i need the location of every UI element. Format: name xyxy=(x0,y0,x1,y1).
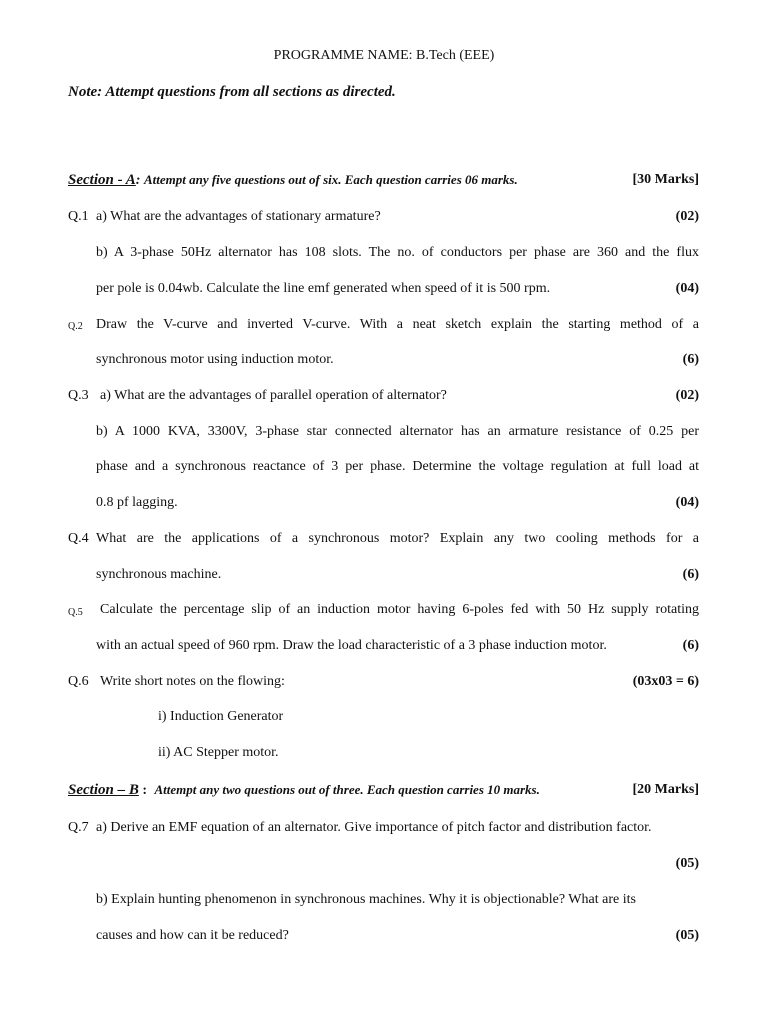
section-a-title: Section - A xyxy=(68,172,136,188)
q4-marks: (6) xyxy=(682,567,699,582)
q7b-line2: causes and how can it be reduced? xyxy=(96,928,289,943)
section-a-instruction: Attempt any five questions out of six. Each question carries 06 marks. xyxy=(143,172,518,187)
q1b-line1: b) A 3-phase 50Hz alternator has 108 slots. The no. of conductors per phase are 360 and the flux xyxy=(96,245,699,260)
section-a-heading xyxy=(68,171,518,190)
q1a-marks: (02) xyxy=(675,209,699,224)
q3b-marks: (04) xyxy=(675,495,699,510)
q5-line2: with an actual speed of 960 rpm. Draw the load characteristic of a 3 phase induction motor. xyxy=(96,638,607,653)
q5-line1: Calculate the percentage slip of an induction motor having 6-poles fed with 50 Hz supply rotating xyxy=(100,602,699,617)
note: Note: Attempt questions from all sections as directed. xyxy=(68,84,396,100)
q3b-line2: phase and a synchronous reactance of 3 per phase. Determine the voltage regulation at full load at xyxy=(96,459,699,474)
q5-number: Q.5 xyxy=(68,607,83,618)
q2-line1: Draw the V-curve and inverted V-curve. With a neat sketch explain the starting method of a xyxy=(96,317,699,332)
q1a-text: a) What are the advantages of stationary armature? xyxy=(96,209,381,224)
section-a-marks: [30 Marks] xyxy=(632,172,699,187)
q7a-text: a) Derive an EMF equation of an alternator. Give importance of pitch factor and distribution factor. xyxy=(96,820,652,835)
q3b-line1: b) A 1000 KVA, 3300V, 3-phase star connected alternator has an armature resistance of 0.25 per xyxy=(96,424,699,439)
q6-item1: i) Induction Generator xyxy=(158,709,284,724)
q3-number: Q.3 xyxy=(68,388,89,403)
q6-item2: ii) AC Stepper motor. xyxy=(158,745,279,760)
q7b-marks: (05) xyxy=(675,928,699,943)
section-a-colon: : xyxy=(135,173,141,188)
section-b-colon: : xyxy=(138,783,148,798)
section-b-heading xyxy=(68,781,540,800)
q4-line2: synchronous machine. xyxy=(96,567,222,582)
q7a-marks: (05) xyxy=(675,856,699,871)
q6-text: Write short notes on the flowing: xyxy=(100,674,285,689)
q1-number: Q.1 xyxy=(68,209,89,224)
q3b-line3: 0.8 pf lagging. xyxy=(96,495,178,510)
q3a-text: a) What are the advantages of parallel operation of alternator? xyxy=(100,388,447,403)
q7-number: Q.7 xyxy=(68,820,89,835)
q4-line1: What are the applications of a synchronous motor? Explain any two cooling methods for a xyxy=(96,531,699,546)
q2-number: Q.2 xyxy=(68,321,83,332)
q1b-marks: (04) xyxy=(675,281,699,296)
programme-name: PROGRAMME NAME: B.Tech (EEE) xyxy=(273,48,495,63)
section-b-title: Section – B xyxy=(68,782,139,798)
q6-number: Q.6 xyxy=(68,674,89,689)
q2-line2: synchronous motor using induction motor. xyxy=(96,352,334,367)
q2-marks: (6) xyxy=(682,352,699,367)
q6-marks: (03x03 = 6) xyxy=(632,674,699,689)
q4-number: Q.4 xyxy=(68,531,89,546)
q7b-line1: b) Explain hunting phenomenon in synchronous machines. Why it is objectionable? What are its xyxy=(96,892,636,907)
q5-marks: (6) xyxy=(682,638,699,653)
q1b-line2: per pole is 0.04wb. Calculate the line emf generated when speed of it is 500 rpm. xyxy=(96,281,551,296)
section-b-instruction: Attempt any two questions out of three. Each question carries 10 marks. xyxy=(154,782,540,797)
section-b-marks: [20 Marks] xyxy=(632,782,699,797)
q3a-marks: (02) xyxy=(675,388,699,403)
